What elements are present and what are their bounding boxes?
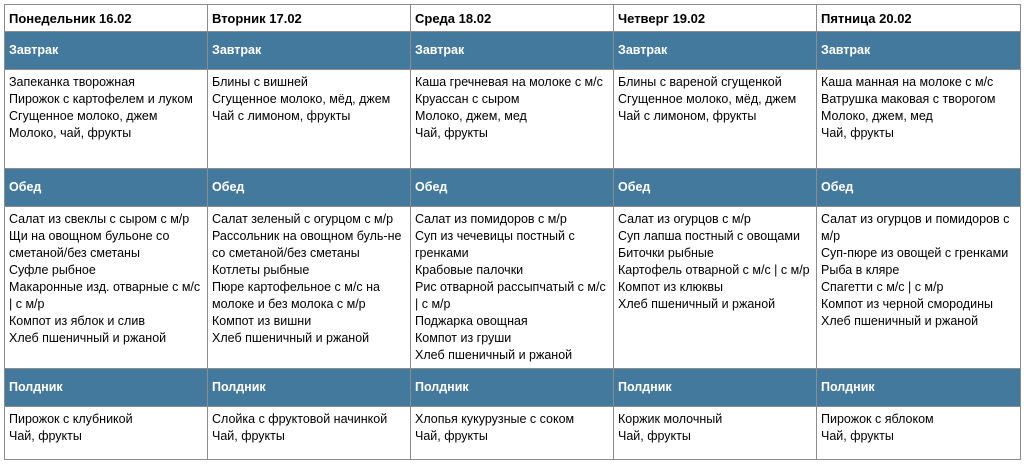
day-header-wednesday: Среда 18.02 <box>411 5 614 32</box>
menu-item: Молоко, джем, мед <box>415 109 527 123</box>
menu-item: Рассольник на овощном буль-не со сметаной/без сметаны <box>212 229 402 260</box>
lunch-label: Обед <box>817 169 1021 207</box>
lunch-items-row <box>5 207 1021 369</box>
breakfast-cell-monday <box>5 70 208 169</box>
lunch-label: Обед <box>614 169 817 207</box>
menu-item: Макаронные изд. отварные с м/с | с м/р <box>9 280 201 311</box>
day-header-tuesday: Вторник 17.02 <box>208 5 411 32</box>
menu-item: Чай с лимоном, фрукты <box>618 109 757 123</box>
day-header-row <box>5 5 1021 32</box>
menu-item: Хлеб пшеничный и ржаной <box>212 331 370 345</box>
menu-item: Салат из помидоров с м/р <box>415 212 567 226</box>
breakfast-cell-wednesday <box>411 70 614 169</box>
menu-item: Чай, фрукты <box>9 429 82 443</box>
menu-item: Суфле рыбное <box>9 263 96 277</box>
menu-item: Рыба в кляре <box>821 263 900 277</box>
menu-item: Чай, фрукты <box>821 126 894 140</box>
breakfast-header-row <box>5 32 1021 70</box>
menu-item: Блины с вареной сгущенкой <box>618 75 782 89</box>
day-header-thursday: Четверг 19.02 <box>614 5 817 32</box>
snack-label: Полдник <box>614 369 817 407</box>
breakfast-items-row <box>5 70 1021 169</box>
menu-item: Компот из клюквы <box>618 280 724 294</box>
breakfast-label: Завтрак <box>5 32 208 70</box>
menu-item: Круассан с сыром <box>415 92 520 106</box>
snack-items-row <box>5 407 1021 460</box>
menu-item: Пирожок с клубникой <box>9 412 133 426</box>
lunch-label: Обед <box>411 169 614 207</box>
snack-cell-monday <box>5 407 208 460</box>
menu-item: Хлопья кукурузные с соком <box>415 412 575 426</box>
snack-cell-thursday <box>614 407 817 460</box>
snack-label: Полдник <box>5 369 208 407</box>
snack-header-row <box>5 369 1021 407</box>
menu-item: Рис отварной рассыпчатый с м/с | с м/р <box>415 280 606 311</box>
breakfast-label: Завтрак <box>817 32 1021 70</box>
menu-item: Чай с лимоном, фрукты <box>212 109 351 123</box>
menu-item: Картофель отварной с м/с | с м/р <box>618 263 810 277</box>
menu-item: Чай, фрукты <box>415 429 488 443</box>
breakfast-label: Завтрак <box>614 32 817 70</box>
lunch-cell-friday <box>817 207 1021 369</box>
menu-item: Чай, фрукты <box>618 429 691 443</box>
breakfast-label: Завтрак <box>208 32 411 70</box>
snack-cell-tuesday <box>208 407 411 460</box>
menu-item: Пюре картофельное с м/с на молоке и без молока с м/р <box>212 280 380 311</box>
menu-item: Салат из огурцов и помидоров с м/р <box>821 212 1010 243</box>
breakfast-label: Завтрак <box>411 32 614 70</box>
menu-item: Салат из огурцов с м/р <box>618 212 751 226</box>
menu-item: Крабовые палочки <box>415 263 524 277</box>
lunch-label: Обед <box>208 169 411 207</box>
menu-item: Чай, фрукты <box>212 429 285 443</box>
breakfast-cell-thursday <box>614 70 817 169</box>
menu-item: Компот из черной смородины <box>821 297 993 311</box>
menu-item: Ватрушка маковая с творогом <box>821 92 996 106</box>
menu-item: Биточки рыбные <box>618 246 714 260</box>
lunch-label: Обед <box>5 169 208 207</box>
menu-item: Котлеты рыбные <box>212 263 310 277</box>
menu-item: Блины с вишней <box>212 75 308 89</box>
lunch-cell-monday <box>5 207 208 369</box>
breakfast-cell-tuesday <box>208 70 411 169</box>
snack-label: Полдник <box>411 369 614 407</box>
lunch-header-row <box>5 169 1021 207</box>
menu-item: Щи на овощном бульоне со сметаной/без сметаны <box>9 229 170 260</box>
menu-item: Сгущенное молоко, джем <box>9 109 158 123</box>
lunch-cell-tuesday <box>208 207 411 369</box>
menu-item: Суп-пюре из овощей с гренками <box>821 246 1009 260</box>
weekly-menu-table <box>4 4 1021 460</box>
menu-item: Молоко, джем, мед <box>821 109 933 123</box>
menu-item: Чай, фрукты <box>821 429 894 443</box>
snack-label: Полдник <box>817 369 1021 407</box>
menu-item: Запеканка творожная <box>9 75 135 89</box>
menu-item: Сгущенное молоко, мёд, джем <box>212 92 391 106</box>
lunch-cell-thursday <box>614 207 817 369</box>
menu-item: Салат из свеклы с сыром с м/р <box>9 212 190 226</box>
menu-item: Компот из вишни <box>212 314 312 328</box>
menu-item: Коржик молочный <box>618 412 723 426</box>
menu-item: Салат зеленый с огурцом с м/р <box>212 212 394 226</box>
menu-item: Слойка с фруктовой начинкой <box>212 412 388 426</box>
menu-item: Хлеб пшеничный и ржаной <box>9 331 167 345</box>
menu-item: Компот из груши <box>415 331 512 345</box>
snack-label: Полдник <box>208 369 411 407</box>
menu-item: Пирожок с яблоком <box>821 412 934 426</box>
menu-item: Хлеб пшеничный и ржаной <box>821 314 979 328</box>
day-header-monday: Понедельник 16.02 <box>5 5 208 32</box>
menu-item: Спагетти с м/с | с м/р <box>821 280 944 294</box>
menu-item: Хлеб пшеничный и ржаной <box>415 348 573 362</box>
menu-item: Каша гречневая на молоке с м/с <box>415 75 603 89</box>
menu-item: Сгущенное молоко, мёд, джем <box>618 92 797 106</box>
menu-item: Компот из яблок и слив <box>9 314 145 328</box>
menu-item: Каша манная на молоке с м/с <box>821 75 994 89</box>
menu-item: Чай, фрукты <box>415 126 488 140</box>
menu-item: Поджарка овощная <box>415 314 528 328</box>
snack-cell-wednesday <box>411 407 614 460</box>
day-header-friday: Пятница 20.02 <box>817 5 1021 32</box>
snack-cell-friday <box>817 407 1021 460</box>
menu-item: Хлеб пшеничный и ржаной <box>618 297 776 311</box>
menu-item: Суп лапша постный с овощами <box>618 229 800 243</box>
menu-item: Пирожок с картофелем и луком <box>9 92 193 106</box>
menu-item: Суп из чечевицы постный с гренками <box>415 229 575 260</box>
menu-item: Молоко, чай, фрукты <box>9 126 132 140</box>
lunch-cell-wednesday <box>411 207 614 369</box>
breakfast-cell-friday <box>817 70 1021 169</box>
